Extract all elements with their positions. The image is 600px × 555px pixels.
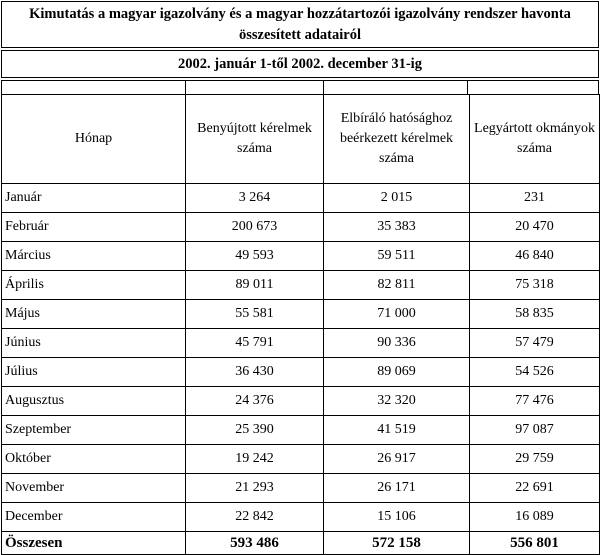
- total-submitted: 593 486: [186, 532, 324, 555]
- cell-month: December: [2, 503, 186, 532]
- cell-produced: 97 087: [470, 416, 600, 445]
- cell-received: 15 106: [324, 503, 470, 532]
- cell-month: Szeptember: [2, 416, 186, 445]
- cell-produced: 22 691: [470, 474, 600, 503]
- cell-produced: 77 476: [470, 387, 600, 416]
- cell-submitted: 55 581: [186, 300, 324, 329]
- cell-received: 82 811: [324, 271, 470, 300]
- cell-submitted: 25 390: [186, 416, 324, 445]
- cell-produced: 16 089: [470, 503, 600, 532]
- table-row: [2, 387, 600, 416]
- cell-received: 32 320: [324, 387, 470, 416]
- separator-cell: [468, 81, 598, 94]
- cell-month: Február: [2, 213, 186, 242]
- cell-received: 35 383: [324, 213, 470, 242]
- table-row: [2, 503, 600, 532]
- cell-received: 26 171: [324, 474, 470, 503]
- table-row: [2, 416, 600, 445]
- report-title: Kimutatás a magyar igazolvány és a magyar hozzátartozói igazolvány rendszer havonta összesített adatairól: [29, 5, 571, 43]
- separator-row: [1, 80, 599, 94]
- cell-received: 2 015: [324, 184, 470, 213]
- cell-month: Június: [2, 329, 186, 358]
- table-body: [2, 184, 600, 555]
- cell-received: 71 000: [324, 300, 470, 329]
- cell-produced: 75 318: [470, 271, 600, 300]
- table-row: [2, 358, 600, 387]
- cell-month: Július: [2, 358, 186, 387]
- cell-submitted: 89 011: [186, 271, 324, 300]
- header-produced: Legyártott okmányok száma: [470, 95, 600, 184]
- cell-month: Október: [2, 445, 186, 474]
- title-box: [1, 1, 599, 48]
- cell-submitted: 21 293: [186, 474, 324, 503]
- separator-cell: [2, 81, 186, 94]
- table-row: [2, 271, 600, 300]
- table-row: [2, 474, 600, 503]
- table-row: [2, 184, 600, 213]
- cell-submitted: 19 242: [186, 445, 324, 474]
- cell-produced: 29 759: [470, 445, 600, 474]
- table-row: [2, 242, 600, 271]
- header-submitted: Benyújtott kérelmek száma: [186, 95, 324, 184]
- cell-month: Március: [2, 242, 186, 271]
- cell-produced: 58 835: [470, 300, 600, 329]
- cell-month: Május: [2, 300, 186, 329]
- cell-submitted: 36 430: [186, 358, 324, 387]
- cell-received: 90 336: [324, 329, 470, 358]
- separator-cell: [324, 81, 468, 94]
- cell-submitted: 22 842: [186, 503, 324, 532]
- report-period: 2002. január 1-től 2002. december 31-ig: [178, 55, 422, 72]
- cell-received: 59 511: [324, 242, 470, 271]
- cell-produced: 231: [470, 184, 600, 213]
- cell-received: 26 917: [324, 445, 470, 474]
- cell-month: Április: [2, 271, 186, 300]
- cell-received: 89 069: [324, 358, 470, 387]
- cell-submitted: 49 593: [186, 242, 324, 271]
- data-table: [1, 94, 600, 555]
- total-month: Összesen: [2, 532, 186, 555]
- separator-cell: [186, 81, 324, 94]
- cell-produced: 20 470: [470, 213, 600, 242]
- cell-month: Január: [2, 184, 186, 213]
- cell-submitted: 24 376: [186, 387, 324, 416]
- total-produced: 556 801: [470, 532, 600, 555]
- cell-submitted: 3 264: [186, 184, 324, 213]
- table-row: [2, 329, 600, 358]
- cell-received: 41 519: [324, 416, 470, 445]
- header-row: [2, 95, 600, 184]
- table-row: [2, 300, 600, 329]
- table-row: [2, 213, 600, 242]
- cell-submitted: 45 791: [186, 329, 324, 358]
- cell-submitted: 200 673: [186, 213, 324, 242]
- header-month: Hónap: [2, 95, 186, 184]
- table-row: [2, 445, 600, 474]
- header-received: Elbíráló hatósághoz beérkezett kérelmek száma: [324, 95, 470, 184]
- cell-produced: 46 840: [470, 242, 600, 271]
- cell-produced: 57 479: [470, 329, 600, 358]
- period-box: [1, 50, 599, 78]
- cell-produced: 54 526: [470, 358, 600, 387]
- cell-month: November: [2, 474, 186, 503]
- total-row: [2, 532, 600, 555]
- cell-month: Augusztus: [2, 387, 186, 416]
- total-received: 572 158: [324, 532, 470, 555]
